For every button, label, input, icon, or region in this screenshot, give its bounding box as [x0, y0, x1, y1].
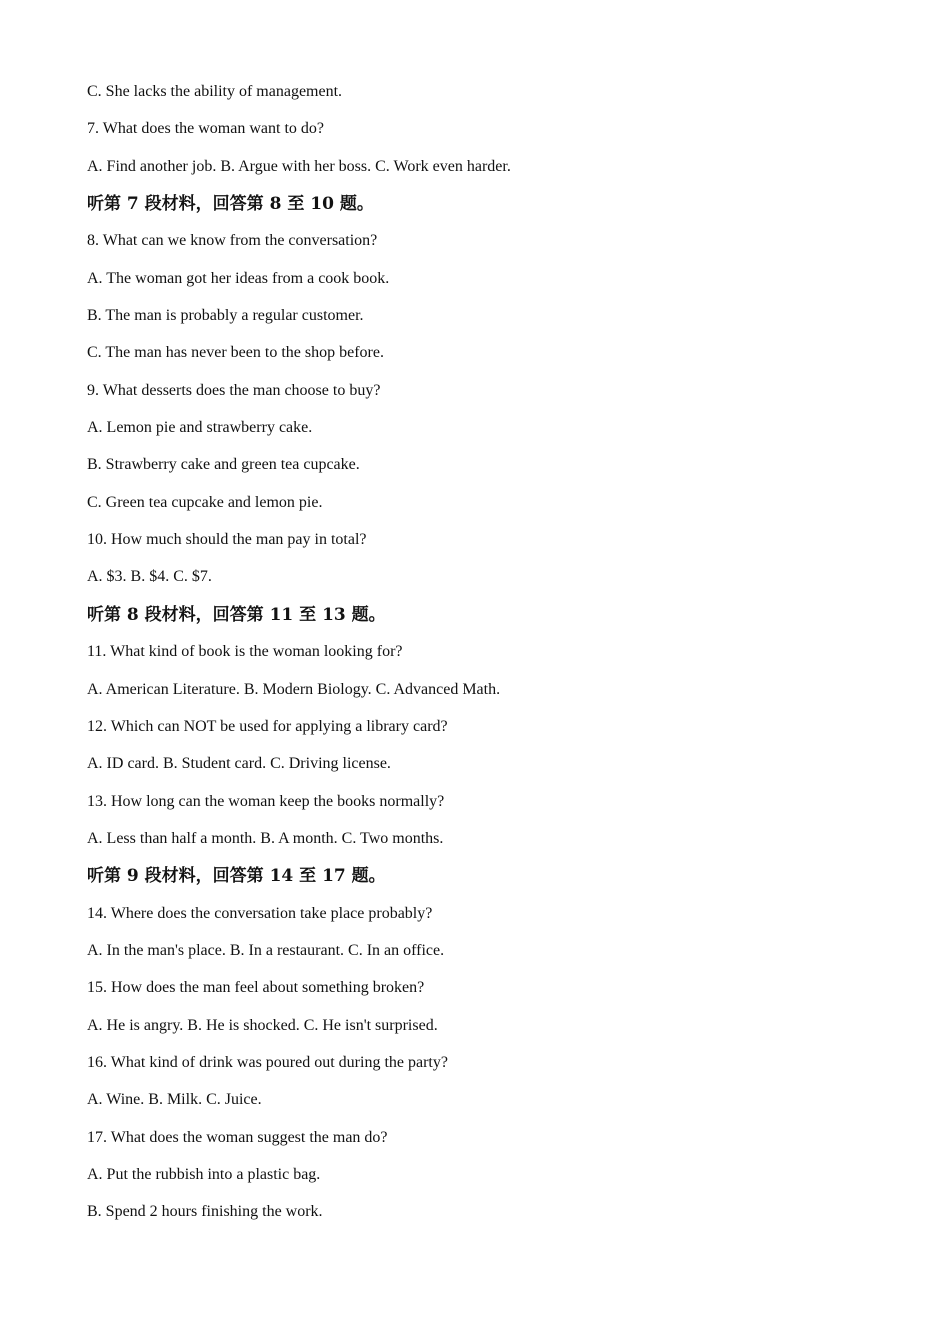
option-line: C. Green tea cupcake and lemon pie. — [87, 493, 323, 511]
option-line: A. ID card. B. Student card. C. Driving license. — [87, 755, 391, 773]
question-line: 17. What does the woman suggest the man do? — [87, 1128, 388, 1146]
section-heading: 听第 8 段材料，回答第 11 至 13 题。 — [87, 604, 386, 625]
section-heading: 听第 9 段材料，回答第 14 至 17 题。 — [87, 866, 386, 887]
option-line: C. She lacks the ability of management. — [87, 83, 343, 100]
question-line: 15. How does the man feel about something broken? — [87, 979, 425, 997]
option-line: B. Strawberry cake and green tea cupcake. — [87, 456, 360, 474]
option-line: B. Spend 2 hours finishing the work. — [87, 1203, 323, 1221]
option-line: C. The man has never been to the shop before. — [87, 344, 384, 362]
question-line: 9. What desserts does the man choose to buy? — [87, 381, 381, 399]
question-line: 11. What kind of book is the woman looking for? — [87, 643, 403, 661]
question-line: 7. What does the woman want to do? — [87, 120, 324, 138]
option-line: A. He is angry. B. He is shocked. C. He isn't surprised. — [87, 1016, 438, 1034]
option-line: A. Put the rubbish into a plastic bag. — [87, 1165, 321, 1183]
question-line: 10. How much should the man pay in total? — [87, 531, 367, 549]
section-heading: 听第 7 段材料，回答第 8 至 10 题。 — [87, 194, 374, 215]
option-line: A. $3. B. $4. C. $7. — [87, 568, 212, 586]
option-line: A. Less than half a month. B. A month. C. Two months. — [87, 829, 444, 847]
question-line: 13. How long can the woman keep the books normally? — [87, 792, 445, 810]
question-line: 12. Which can NOT be used for applying a library card? — [87, 717, 448, 735]
question-line: 14. Where does the conversation take place probably? — [87, 904, 433, 922]
option-line: B. The man is probably a regular customer. — [87, 307, 364, 325]
option-line: A. Lemon pie and strawberry cake. — [87, 419, 313, 437]
option-line: A. Find another job. B. Argue with her boss. C. Work even harder. — [87, 157, 511, 175]
question-line: 8. What can we know from the conversation? — [87, 232, 378, 250]
option-line: A. Wine. B. Milk. C. Juice. — [87, 1091, 262, 1109]
exam-text-lines — [87, 80, 887, 1238]
option-line: A. American Literature. B. Modern Biology. C. Advanced Math. — [87, 680, 501, 698]
option-line: A. The woman got her ideas from a cook book. — [87, 269, 390, 287]
question-line: 16. What kind of drink was poured out during the party? — [87, 1053, 448, 1071]
option-line: A. In the man's place. B. In a restaurant. C. In an office. — [87, 941, 445, 959]
